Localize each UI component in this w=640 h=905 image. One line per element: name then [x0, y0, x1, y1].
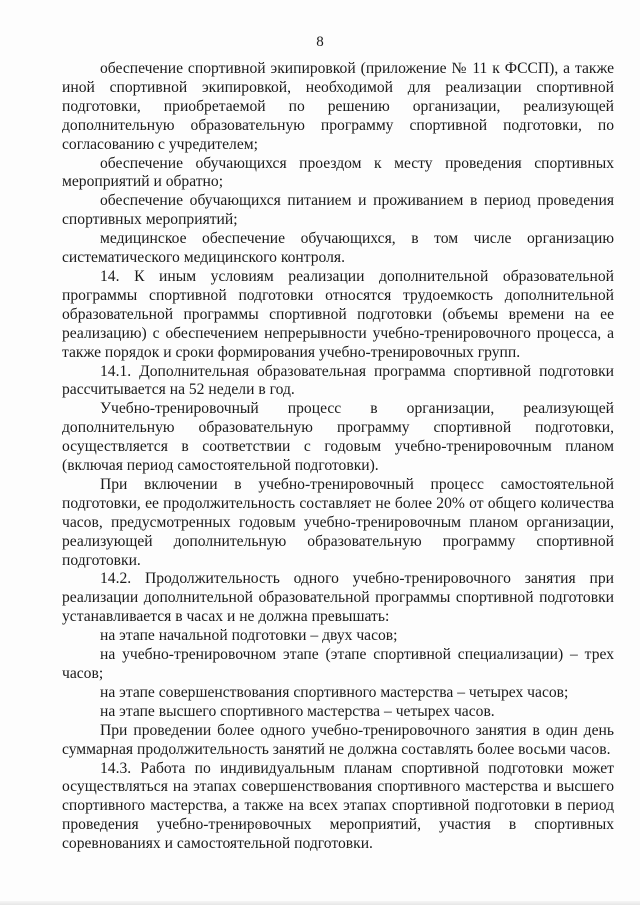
paragraph-section-14: 14. К иным условиям реализации дополнительной образовательной программы спортивной подготовки относятся трудоемкость дополнительной образовательной программы спортивной подготовки (объемы времени на ее реализацию) с обеспечением непрерывности учебно-тренировочного процесса, а также порядок и сроки формирования учебно-тренировочных групп.	[62, 267, 614, 361]
paragraph-self-training: При включении в учебно-тренировочный процесс самостоятельной подготовки, ее продолжительность составляет не более 20% от общего количества часов, предусмотренных годовым учебно-тренировочным планом организации, реализующей дополнительную образовательную программу спортивной подготовки.	[62, 475, 614, 569]
paragraph-section-14-1: 14.1. Дополнительная образовательная программа спортивной подготовки рассчитывается на 52 недели в год.	[62, 362, 614, 399]
page-number: 8	[316, 34, 324, 50]
scan-artifact	[238, 824, 268, 828]
paragraph-equipment: обеспечение спортивной экипировкой (приложение № 11 к ФССП), а также иной спортивной экипировкой, необходимой для реализации спортивной подготовки, приобретаемой по решению организации, реализующей дополнительную образовательную программу спортивной подготовки, по согласованию с учредителем;	[62, 60, 614, 153]
page-bottom-edge	[0, 901, 640, 905]
list-item-highest-stage: на этапе высшего спортивного мастерства – четырех часов.	[100, 702, 495, 720]
document-body	[62, 60, 614, 854]
paragraph-meals-lodging: обеспечение обучающихся питанием и проживанием в период проведения спортивных мероприятий;	[62, 192, 614, 229]
list-item-improvement-stage: на этапе совершенствования спортивного мастерства – четырех часов;	[100, 683, 569, 701]
paragraph-travel: обеспечение обучающихся проездом к месту проведения спортивных мероприятий и обратно;	[62, 154, 614, 191]
list-item-training-stage: на учебно-тренировочном этапе (этапе спортивной специализации) – трех часов;	[62, 646, 614, 682]
paragraph-daily-limit: При проведении более одного учебно-тренировочного занятия в один день суммарная продолжительность занятий не должна составлять более восьми часов.	[62, 721, 614, 758]
paragraph-medical: медицинское обеспечение обучающихся, в том числе организацию систематического медицинского контроля.	[62, 230, 614, 267]
paragraph-section-14-2: 14.2. Продолжительность одного учебно-тренировочного занятия при реализации дополнительной образовательной программы спортивной подготовки устанавливается в часах и не должна превышать:	[62, 570, 614, 626]
paragraph-section-14-3: 14.3. Работа по индивидуальным планам спортивной подготовки может осуществляться на этапах совершенствования спортивного мастерства и высшего спортивного мастерства, а также на всех этапах спортивной подготовки в период проведения учебно-тренировочных мероприятий, участия в спортивных соревнованиях и самостоятельной подготовки.	[62, 759, 614, 853]
paragraph-training-process: Учебно-тренировочный процесс в организации, реализующей дополнительную образовательную программу спортивной подготовки, осуществляется в соответствии с годовым учебно-тренировочным планом (включая период самостоятельной подготовки).	[62, 400, 614, 475]
list-item-initial-stage: на этапе начальной подготовки – двух часов;	[100, 627, 398, 645]
